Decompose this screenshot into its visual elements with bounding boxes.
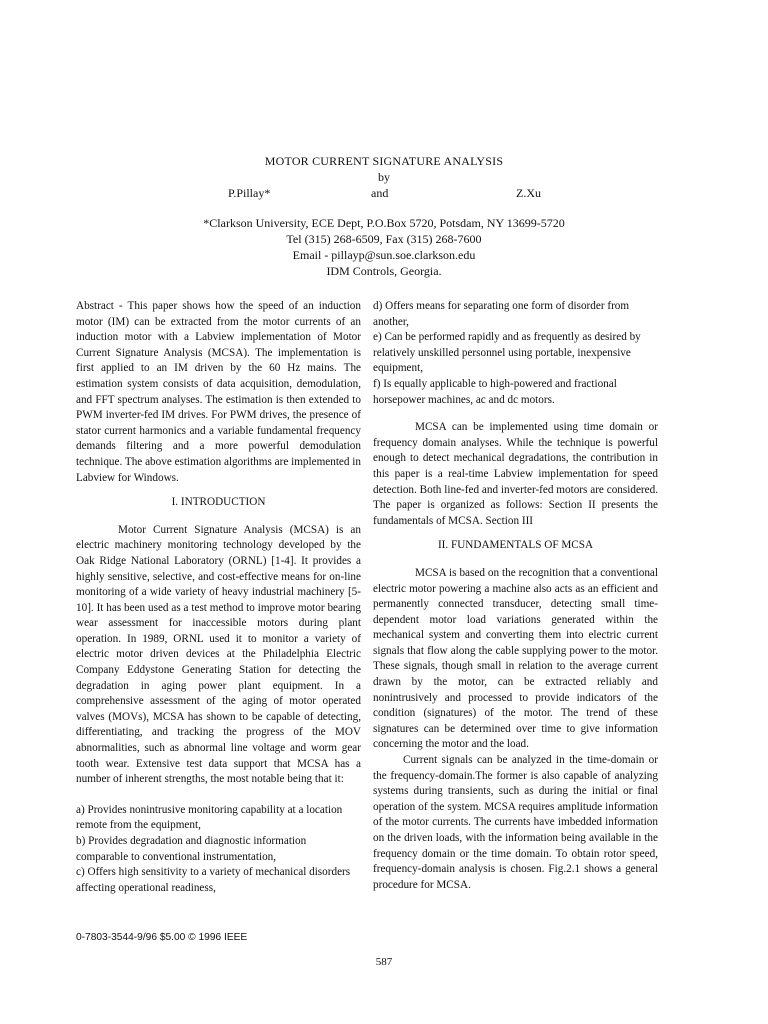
list-item: a) Provides nonintrusive monitoring capability at a location remote from the equipment, [76,803,343,832]
section-heading-introduction: I. INTRODUCTION [171,496,266,509]
introduction-paragraph: Motor Current Signature Analysis (MCSA) is an electric machinery monitoring technology developed by the Oak Ridge National Laboratory (ORNL) [1-4]. It provides a highly sensitive, selective, and cost-effective means for on-line monitoring of a wide variety of heavy industrial machinery [5-10]. It has been used as a test method to improve motor bearing wear assessment for inaccessible motors during plant operation. In 1989, ORNL used it to monitor a variety of electric motor driven devices at the Philadelphia Electric Company Eddystone Generating Station for detecting the degradation in aging power plant equipment. In a comprehensive assessment of the aging of motor operated valves (MOVs), MCSA has shown to be capable of detecting, differentiating, and tracking the progress of the MOV abnormalities, such as abnormal line voltage and worm gear tooth wear. Extensive test data support that MCSA has a number of inherent strengths, the most notable being that it: [76,523,361,786]
list-item: d) Offers means for separating one form of disorder from another, [373,300,630,328]
author-2: Z.Xu [516,186,541,200]
copyright-notice: 0-7803-3544-9/96 $5.00 © 1996 IEEE [76,932,248,943]
fundamentals-paragraph-2: Current signals can be analyzed in the time-domain or the frequency-domain.The former is also capable of analyzing systems during transients, such as during the initial or final operation of the system. MCSA requires amplitude information of the motor currents. The currents have imbedded information on the driven loads, with the information being available in the frequency domain or the time domain. To obtain rotor speed, frequency-domain analysis is chosen. Fig.2.1 shows a general procedure for MCSA. [373,754,658,891]
right-column [373,299,658,893]
author-line [0,185,768,201]
author-and: and [371,186,389,200]
left-column [76,299,361,896]
list-item: f) Is equally applicable to high-powered and fractional horsepower machines, ac and dc motors. [373,377,617,406]
strengths-list-a-c [76,803,361,897]
abstract: Abstract - This paper shows how the speed of an induction motor (IM) can be extracted from the motor currents of an induction motor with a Labview implementation of Motor Current Signature Analysis (MCSA). The implementation is first applied to an IM driven by the 60 Hz mains. The estimation system consists of data acquisition, demodulation, and FFT spectrum analyses. The estimation is then extended to PWM inverter-fed IM drives. For PWM drives, the presence of stator current harmonics and a variable fundamental frequency demands filtering and a more powerful demodulation technique. The above estimation algorithms are implemented in Labview for Windows. [76,300,361,484]
section-heading-fundamentals: II. FUNDAMENTALS OF MCSA [437,539,594,552]
author-1: P.Pillay* [228,186,271,200]
paper-title: MOTOR CURRENT SIGNATURE ANALYSIS [264,154,504,168]
list-item: e) Can be performed rapidly and as frequently as desired by relatively unskilled personnel using portable, inexpensive equipment, [373,331,641,375]
contact-email: Email - pillayp@sun.soe.clarkson.edu [292,248,476,262]
mcsa-overview-paragraph: MCSA can be implemented using time domain or frequency domain analyses. While the technique is powerful enough to detect mechanical degradations, the contribution in this paper is a real-time Labview implementation for speed detection. Both line-fed and inverter-fed motors are considered. The paper is organized as follows: Section II presents the fundamentals of MCSA. Section III [373,421,658,527]
list-item: c) Offers high sensitivity to a variety of mechanical disorders affecting operational readiness, [76,866,351,894]
fundamentals-paragraph-1: MCSA is based on the recognition that a conventional electric motor powering a machine also acts as an efficient and permanently connected transducer, detecting small time-dependent motor load variations generated within the mechanical system and converting them into electric current signals that flow along the cable supplying power to the motor. These signals, though small in relation to the average current drawn by the motor, can be extracted reliably and nonintrusively and processed to provide indicators of the condition (signatures) of the motor. The trend of these signatures can be determined over time to give information concerning the motor and the load. [373,566,658,751]
affiliation-1: *Clarkson University, ECE Dept, P.O.Box 5720, Potsdam, NY 13699-5720 [203,216,565,230]
list-item: b) Provides degradation and diagnostic information comparable to conventional instrumentation, [76,835,307,863]
page-number: 587 [375,956,393,968]
contact-phone: Tel (315) 268-6509, Fax (315) 268-7600 [286,232,482,246]
paper-header [0,153,768,279]
strengths-list-d-f [373,299,658,408]
affiliation-2: IDM Controls, Georgia. [326,264,442,278]
by-line: by [378,170,390,184]
